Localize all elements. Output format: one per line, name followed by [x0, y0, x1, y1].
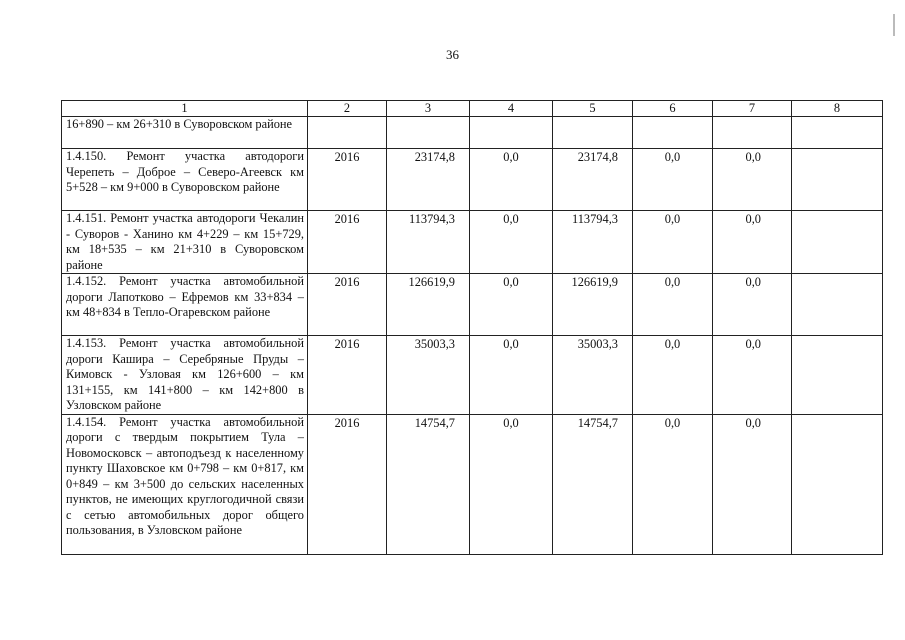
table-row [62, 117, 883, 149]
row-col7: 0,0 [713, 274, 792, 336]
row-col5: 14754,7 [553, 414, 633, 554]
row-description: 1.4.150. Ремонт участка автодороги Черепеть – Доброе – Северо-Агеевск км 5+528 – км 9+000 в Суворовском районе [62, 149, 308, 211]
row-col7: 0,0 [713, 414, 792, 554]
table-row [62, 274, 883, 336]
row-col3: 126619,9 [387, 274, 470, 336]
row-col6: 0,0 [633, 211, 713, 274]
col-header-7: 7 [713, 101, 792, 117]
table-row [62, 336, 883, 415]
page-number: 36 [446, 47, 459, 62]
row-col4: 0,0 [470, 274, 553, 336]
row-col3: 14754,7 [387, 414, 470, 554]
row-col7: 0,0 [713, 149, 792, 211]
row-description: 1.4.151. Ремонт участка автодороги Чекалин - Суворов - Ханино км 4+229 – км 15+729, км 18+535 – км 21+310 в Суворовском районе [62, 211, 308, 274]
row-col5 [553, 117, 633, 149]
row-col6: 0,0 [633, 149, 713, 211]
table-row [62, 414, 883, 554]
row-col8 [792, 336, 883, 415]
row-year: 2016 [308, 274, 387, 336]
row-col6: 0,0 [633, 414, 713, 554]
row-col7: 0,0 [713, 211, 792, 274]
row-col8 [792, 211, 883, 274]
budget-table [61, 100, 883, 555]
row-col4: 0,0 [470, 211, 553, 274]
scan-speck [893, 14, 895, 36]
row-col8 [792, 414, 883, 554]
row-col8 [792, 117, 883, 149]
row-year: 2016 [308, 336, 387, 415]
row-col5: 23174,8 [553, 149, 633, 211]
row-col7 [713, 117, 792, 149]
row-col3: 113794,3 [387, 211, 470, 274]
row-col3 [387, 117, 470, 149]
row-year: 2016 [308, 211, 387, 274]
row-description: 1.4.154. Ремонт участка автомобильной дороги с твердым покрытием Тула – Новомосковск – автоподъезд к населенному пункту Шаховское км 0+798 – км 0+817, км 0+849 – км 3+500 до сельских населенных пунктов, не имеющих круглогодичной связи с сетью автомобильных дорог общего пользования, в Узловском районе [62, 414, 308, 554]
col-header-8: 8 [792, 101, 883, 117]
row-col5: 113794,3 [553, 211, 633, 274]
row-description: 1.4.152. Ремонт участка автомобильной дороги Лапотково – Ефремов км 33+834 – км 48+834 в Тепло-Огаревском районе [62, 274, 308, 336]
row-col4 [470, 117, 553, 149]
row-col3: 35003,3 [387, 336, 470, 415]
col-header-4: 4 [470, 101, 553, 117]
row-col6 [633, 117, 713, 149]
row-year [308, 117, 387, 149]
row-year: 2016 [308, 149, 387, 211]
row-col5: 126619,9 [553, 274, 633, 336]
row-description: 16+890 – км 26+310 в Суворовском районе [62, 117, 308, 149]
row-description: 1.4.153. Ремонт участка автомобильной дороги Кашира – Серебряные Пруды – Кимовск - Узловая км 126+600 – км 131+155, км 141+800 – км 142+800 в Узловском районе [62, 336, 308, 415]
col-header-3: 3 [387, 101, 470, 117]
header-row [62, 101, 883, 117]
row-col5: 35003,3 [553, 336, 633, 415]
table-row [62, 149, 883, 211]
row-col6: 0,0 [633, 336, 713, 415]
row-col7: 0,0 [713, 336, 792, 415]
col-header-5: 5 [553, 101, 633, 117]
row-col4: 0,0 [470, 149, 553, 211]
col-header-2: 2 [308, 101, 387, 117]
row-col6: 0,0 [633, 274, 713, 336]
table-row [62, 211, 883, 274]
col-header-6: 6 [633, 101, 713, 117]
row-col8 [792, 274, 883, 336]
col-header-1: 1 [62, 101, 308, 117]
row-col4: 0,0 [470, 336, 553, 415]
row-col4: 0,0 [470, 414, 553, 554]
row-col8 [792, 149, 883, 211]
row-year: 2016 [308, 414, 387, 554]
row-col3: 23174,8 [387, 149, 470, 211]
